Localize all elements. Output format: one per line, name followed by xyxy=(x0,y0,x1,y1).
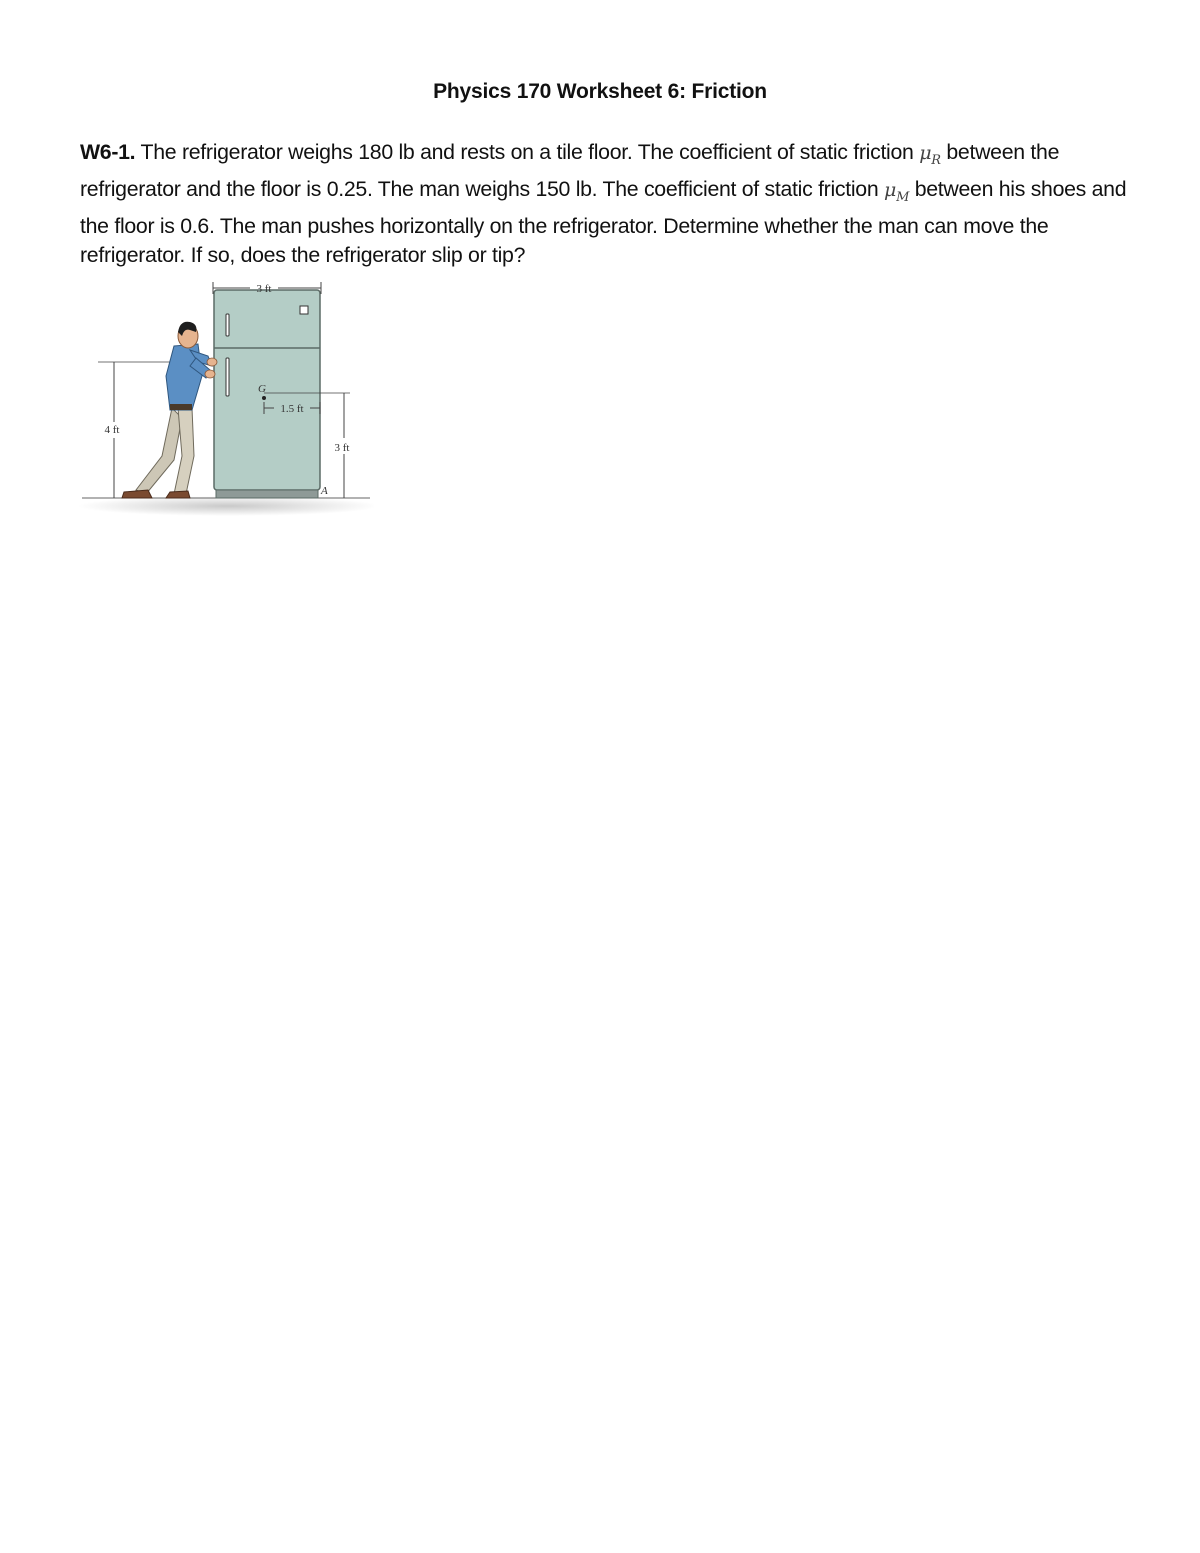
man-height-label: 4 ft xyxy=(104,424,120,436)
g-height-label: 3 ft xyxy=(334,442,350,454)
point-a-label: A xyxy=(321,485,328,497)
belt xyxy=(170,404,192,410)
problem-text-part-1: The refrigerator weighs 180 lb and rests on a tile floor. The coefficient of static friction xyxy=(135,140,920,164)
problem-text-part-3: between his shoes and the floor is 0.6. The man pushes horizontally on the refrigerator. Determine whether the man can move the refrigerator. If so, does the refrigerator slip or tip? xyxy=(80,176,1127,267)
width-label: 3 ft xyxy=(256,283,272,295)
refrigerator-body xyxy=(214,290,320,490)
front-shoe xyxy=(166,491,190,498)
back-shoe xyxy=(122,490,152,498)
g-point xyxy=(262,396,266,400)
mu-r-symbol: $\mu_R$ xyxy=(919,142,941,168)
g-label: G xyxy=(258,383,266,395)
refrigerator-base-grille xyxy=(216,490,318,498)
refrigerator xyxy=(214,290,320,498)
man-pushing xyxy=(122,322,217,498)
fridge-handle xyxy=(226,358,229,396)
g-height-dimension xyxy=(335,393,350,498)
lower-hand xyxy=(205,370,215,378)
problem-statement xyxy=(80,138,1140,270)
control-panel xyxy=(300,306,308,314)
floor-shadow xyxy=(78,496,374,516)
page-title: Physics 170 Worksheet 6: Friction xyxy=(433,80,767,103)
offset-label: 1.5 ft xyxy=(280,403,304,415)
refrigerator-figure xyxy=(78,258,374,522)
problem-id: W6-1. xyxy=(80,140,136,164)
problem-text-part-2: between the refrigerator and the floor is 0.25. The man weighs 150 lb. The coefficient of static friction xyxy=(80,140,1060,201)
back-leg xyxy=(136,408,182,494)
refrigerator-diagram xyxy=(78,258,374,522)
freezer-handle xyxy=(226,314,229,336)
upper-hand xyxy=(207,358,217,366)
mu-m-symbol: $\mu_M$ xyxy=(884,178,910,205)
